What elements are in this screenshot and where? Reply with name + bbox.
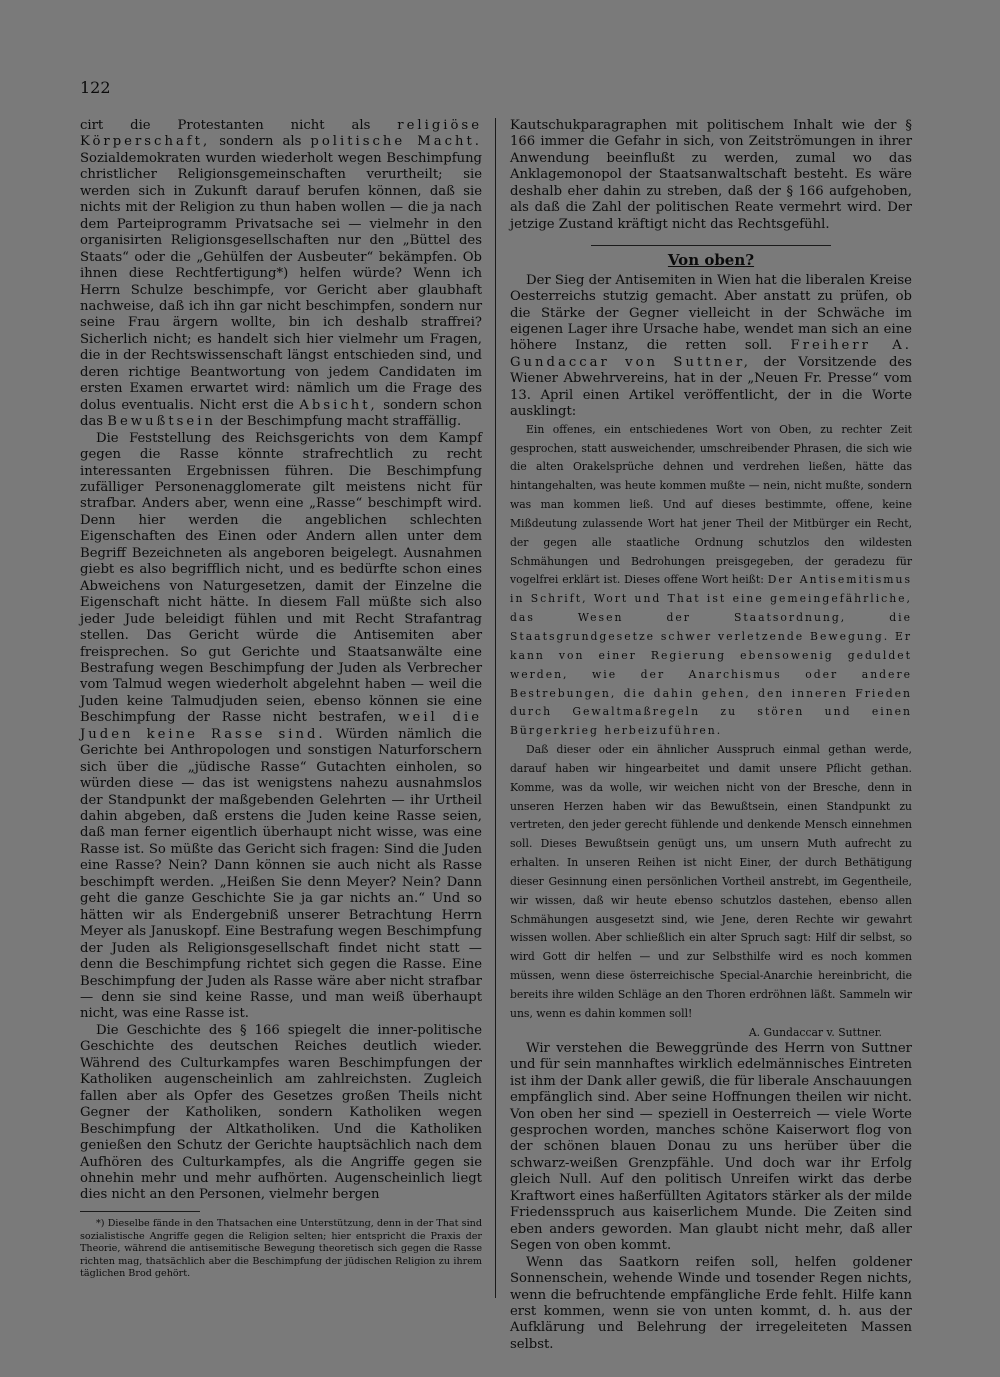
text-run: cirt die Protestanten nicht als [80,118,371,133]
spaced-emphasis: Bewußtsein [107,414,216,430]
column-divider [495,118,496,1298]
text-run: Sozialdemokraten wurden wiederholt wegen Beschimpfung christlicher Religionsgemeinschaften verurtheilt; sie werden sich in Zukunft darauf berufen können, daß sie nichts mit der Religion zu thun haben wollen — die ja nach dem Parteiprogramm Privatsache sei — vielmehr in den organisirten Religionsgesellschaften nur den „Büttel des Staats“ oder die „Gehülfen der Ausbeuter“ bekämpfen. Ob ihnen diese Rechtfertigung*) helfen würde? Wenn ich Herrn Schulze beschimpfe, vor Gericht aber glaubhaft nachweise, daß ich ihn gar nicht beschimpfen, sondern nur seine Frau ärgern wollte, bin ich deshalb straffrei? Sicherlich nicht; es handelt sich hier vielmehr um Fragen, die in der Rechtswissenschaft längst entschieden sind, und deren richtige Beantwortung von jedem Candidaten im ersten Examen erwartet wird: nämlich um die Frage des dolus eventualis. Nicht erst die [80,150,482,413]
spaced-emphasis: Der Antisemitismus in Schrift, Wort und That ist eine gemeingefährliche, das Wesen der Staatsordnung, die Staatsgrundgesetze schwer verletzende Bewegung. Er kann von einer Regierung ebensowenig geduldet werden, wie der Anarchismus oder andere Bestrebungen, die dahin gehen, den inneren Frieden durch Gewaltmaßregeln zu stören und einen Bürgerkrieg herbeizuführen. [510,573,912,738]
paragraph: Die Geschichte des § 166 spiegelt die inner-politische Geschichte des deutschen Reiches deutlich wieder. Während des Culturkampfes waren Beschimpfungen der Katholiken augenscheinlich am zahlreichsten. Zugleich fallen aber als Opfer des Gesetzes großen Theils nicht Gegner der Katholiken, sondern Katholiken wegen Beschimpfung der Altkatholiken. Und die Katholiken genießen den Schutz der Gerichte hauptsächlich nach dem Aufhören des Culturkampfes, als die Angriffe gegen sie ohnehin mehr und mehr aufhörten. Augenscheinlich liegt dies nicht an den Personen, vielmehr bergen [80,1022,482,1203]
paragraph: Wenn das Saatkorn reifen soll, helfen goldener Sonnenschein, wehende Winde und tosender Regen nichts, wenn die befruchtende empfängliche Erde fehlt. Hilfe kann erst kommen, wenn sie von unten kommt, d. h. aus der Aufklärung und Belehrung der irregeleiteten Massen selbst. [510,1254,912,1352]
text-run: Die Feststellung des Reichsgerichts von dem Kampf gegen die Rasse könnte strafrechtlich zu recht interessanten Ergebnissen führen. Die Beschimpfung zufälliger Personenagglomerate gilt meistens nicht für strafbar. Anders aber, wenn eine „Rasse“ beschimpft wird. Denn hier werden die angeblichen schlechten Eigenschaften des Einen oder Andern allen unter dem Begriff Bezeichneten als angeboren beigelegt. Ausnahmen giebt es also begrifflich nicht, und es bedürfte schon eines Abweichens von Naturgesetzen, damit der Einzelne die Eigenschaft nicht hätte. In diesem Fall müßte sich also jeder Jude beleidigt fühlen und mit Recht Strafantrag stellen. Das Gericht würde die Antisemiten aber freisprechen. So gut Gerichte und Staatsanwälte eine Bestrafung wegen Beschimpfung der Juden als Verbrecher vom Talmud wegen wiederholt abgelehnt haben — weil die Juden keine Talmudjuden seien, ebenso können sie eine Beschimpfung der Rasse nicht bestrafen, [80,430,482,726]
right-column [510,118,912,1353]
spaced-emphasis: Absicht, [299,397,378,413]
paragraph: Kautschukparagraphen mit politischem Inhalt wie der § 166 immer die Gefahr in sich, von Zeitströmungen in ihrer Anwendung beeinflußt zu werden, zumal wo das Anklagemonopol der Staatsanwaltschaft besteht. Es wäre deshalb eher dahin zu streben, daß der § 166 aufgehoben, als daß die Zahl der politischen Reate vermehrt wird. Der jetzige Zustand kräftigt nicht das Rechtsgefühl. [510,118,912,232]
section-divider [591,245,831,246]
text-run: Der Sieg der Antisemiten in Wien hat die liberalen Kreise Oesterreichs stutzig gemacht. Aber anstatt zu prüfen, ob die Stärke der Gegner vielleicht in der Schwäche im eigenen Lager ihre Ursache habe, wendet man sich an eine höhere Instanz, die retten soll. [510,272,912,354]
quote-paragraph [510,421,912,741]
text-run: der Beschimpfung macht straffällig. [220,414,462,430]
spaced-emphasis: religiöse Körperschaft, [80,118,482,150]
left-column [80,118,482,1281]
quote-signature: A. Gundaccar v. Suttner. [748,1025,882,1039]
text-run: Ein offenes, ein entschiedenes Wort von Oben, zu rechter Zeit gesprochen, statt ausweichender, umschreibender Phrasen, die sich wie die alten Orakelsprüche dehnen und verdrehen ließen, hätte das hintangehalten, was heute kommen mußte — nein, nicht mußte, sondern was man kommen ließ. Und auf dieses bestimmte, offene, keine Mißdeutung zulassende Wort hat jener Theil der Mitbürger ein Recht, der gegen alle staatliche Ordnung schutzlos den wildesten Schmähungen und Bedrohungen preisgegeben, der geradezu für vogelfrei erklärt ist. Dieses offene Wort heißt: [510,422,912,587]
spaced-emphasis: weil die Juden keine Rasse sind. [80,710,483,742]
text-run: der Vorsitzende des Wiener Abwehrvereins, hat in der „Neuen Fr. Presse“ vom 13. April einen Artikel veröffentlicht, der in die Worte ausklingt: [510,354,912,420]
text-run: sondern als [219,134,302,150]
text-run: sondern schon das [80,397,482,430]
spaced-emphasis: Freiherr A. Gundaccar von Suttner, [510,338,912,370]
spaced-emphasis: politische Macht. [310,134,482,150]
page-number: 122 [80,78,111,97]
paragraph [510,273,912,421]
text-run: Würden nämlich die Gerichte bei Anthropologen und sonstigen Naturforschern sich über die „jüdische Rasse“ Gutachten einholen, so würden diese — das ist wenigstens nahezu ausnahmslos der Standpunkt der maßgebenden Gelehrten — ihr Urtheil dahin abgeben, daß erstens die Juden keine Rasse seien, daß man ferner eigentlich überhaupt nicht wisse, was eine Rasse ist. So müßte das Gericht sich fragen: Sind die Juden eine Rasse? Nein? Dann können sie auch nicht als Rasse beschimpft werden. „Heißen Sie denn Meyer? Nein? Dann geht die ganze Geschichte Sie ja gar nichts an.“ Und so hätten wir als Endergebniß unserer Betrachtung Herrn Meyer als Januskopf. Eine Bestrafung wegen Beschimpfung der Juden als Religionsgesellschaft findet nicht statt — denn die Beschimpfung richtet sich gegen die Rasse. Eine Beschimpfung der Juden als Rasse wäre aber nicht strafbar — denn sie sind keine Rasse, und man weiß überhaupt nicht, was eine Rasse ist. [80,726,482,1022]
paragraph: Wir verstehen die Beweggründe des Herrn von Suttner und für sein mannhaftes wirklich edelmännisches Eintreten ist ihm der Dank aller gewiß, die für liberale Anschauungen empfänglich sind. Aber seine Hoffnungen theilen wir nicht. Von oben her sind — speziell in Oesterreich — viele Worte gesprochen worden, manches schöne Kaiserwort flog von der schönen blauen Donau zu uns herüber über die schwarz-weißen Grenzpfähle. Und doch war ihr Erfolg gleich Null. Auf den politisch Unreifen wirkt das derbe Kraftwort eines haßerfüllten Agitators stärker als der milde Friedensspruch aus kaiserlichem Munde. Die Zeiten sind eben anders geworden. Man glaubt nicht mehr, daß aller Segen von oben kommt. [510,1040,912,1254]
section-heading: Von oben? [667,251,755,270]
quote-paragraph: Daß dieser oder ein ähnlicher Ausspruch einmal gethan werde, darauf haben wir hingearbeitet und damit unsere Pflicht gethan. Komme, was da wolle, wir weichen nicht von der Bresche, denn in unseren Herzen haben wir das Bewußtsein, einen Standpunkt zu vertreten, den jeder gerecht fühlende und denkende Mensch einnehmen soll. Dieses Bewußtsein genügt uns, um unsern Muth aufrecht zu erhalten. In unseren Reihen ist nicht Einer, der durch Bethätigung dieser Gesinnung einen persönlichen Vortheil anstrebt, im Gegentheile, wir wissen, daß wir heute ebenso schutzlos dastehen, ebenso allen Schmähungen ausgesetzt sind, wie Jene, deren Rechte wir gewahrt wissen wollen. Aber schließlich ein alter Spruch sagt: Hilf dir selbst, so wird Gott dir helfen — und zur Selbsthilfe wird es noch kommen müssen, wenn diese österreichische Special-Anarchie hereinbricht, die bereits ihre wilden Schläge an den Thoren erdröhnen läßt. Sammeln wir uns, wenn es dahin kommen soll! [510,743,912,1020]
footnote: *) Dieselbe fände in den Thatsachen eine Unterstützung, denn in der That sind sozialistische Angriffe gegen die Religion selten; hier entspricht die Praxis der Theorie, während die antisemitische Bewegung theoretisch sich gegen die Rasse richten mag, thatsächlich aber die Beschimpfung der jüdischen Religion zu ihrem täglichen Brod gehört. [80,1217,482,1280]
paragraph [80,431,482,1023]
paragraph [80,118,482,431]
footnote-divider [80,1211,200,1212]
